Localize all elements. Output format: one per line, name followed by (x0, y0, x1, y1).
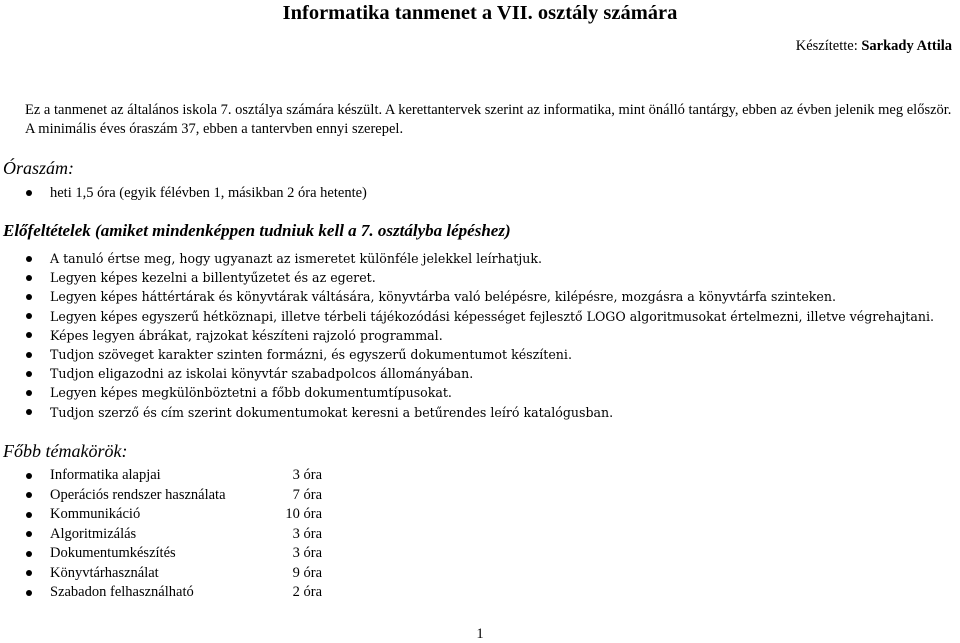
bullet-icon (26, 256, 32, 262)
list-item (25, 287, 934, 306)
bullet-icon (26, 390, 32, 396)
bullet-icon (26, 275, 32, 281)
bullet-icon (26, 473, 32, 479)
topic-hours: 3 óra (292, 525, 322, 542)
topic-hours: 3 óra (292, 545, 322, 561)
author-label: Készítette: (795, 38, 858, 54)
oraszam-list (25, 184, 367, 202)
bullet-icon (26, 512, 32, 518)
topic-item (25, 583, 322, 603)
topic-item (25, 466, 322, 486)
topic-item (25, 544, 322, 564)
list-item-text: Tudjon szöveget karakter szinten formázni, és egyszerű dokumentumot készíteni. (50, 347, 572, 363)
topic-name: Informatika alapjai (50, 467, 161, 483)
list-item (25, 326, 934, 345)
list-item-text: Legyen képes megkülönböztetni a főbb dokumentumtípusokat. (50, 385, 452, 401)
bullet-icon (26, 551, 32, 557)
topic-hours: 10 óra (285, 506, 322, 522)
topic-hours: 7 óra (292, 486, 322, 503)
list-item-text: Tudjon eligazodni az iskolai könyvtár szabadpolcos állományában. (50, 366, 474, 382)
prerequisites-heading: Előfeltételek (amiket mindenképpen tudniuk kell a 7. osztályba lépéshez) (3, 221, 511, 240)
list-item-text: Legyen képes kezelni a billentyűzetet és az egeret. (50, 270, 376, 286)
list-item (25, 249, 934, 268)
topic-name: Szabadon felhasználható (50, 584, 194, 600)
topic-item (25, 505, 322, 525)
bullet-icon (26, 313, 32, 319)
bullet-icon (26, 570, 32, 576)
topic-name: Kommunikáció (50, 506, 141, 522)
topics-list (25, 466, 322, 603)
oraszam-heading: Óraszám: (3, 158, 75, 178)
list-item (25, 268, 934, 287)
topic-hours: 3 óra (292, 467, 322, 483)
bullet-icon (26, 371, 32, 377)
page-number: 1 (476, 626, 484, 642)
list-item (25, 383, 934, 402)
intro-paragraph: Ez a tanmenet az általános iskola 7. osztálya számára készült. A kerettantervek szerint az informatika, mint önálló tantárgy, ebben az évben jelenik meg először. A minimális éves óraszám 37, ebben a tantervben ennyi szerepel. (25, 102, 952, 137)
list-item-text: heti 1,5 óra (egyik félévben 1, másikban 2 óra hetente) (50, 185, 367, 201)
list-item (25, 403, 934, 422)
bullet-icon (26, 294, 32, 300)
topic-name: Dokumentumkészítés (50, 545, 176, 561)
topic-hours: 9 óra (292, 564, 322, 581)
topic-hours: 2 óra (292, 584, 322, 600)
topic-name: Operációs rendszer használata (50, 486, 226, 503)
topic-name: Könyvtárhasználat (50, 564, 159, 581)
prerequisites-list (25, 249, 934, 422)
list-item-text: A tanuló értse meg, hogy ugyanazt az ismeretet különféle jelekkel leírhatjuk. (50, 251, 542, 266)
document-title: Informatika tanmenet a VII. osztály számára (282, 2, 678, 24)
topic-item (25, 486, 322, 506)
topic-item (25, 564, 322, 584)
bullet-icon (26, 409, 32, 415)
list-item-text: Képes legyen ábrákat, rajzokat készíteni rajzoló programmal. (50, 327, 443, 343)
author-name: Sarkady Attila (861, 38, 952, 54)
topic-name: Algoritmizálás (50, 525, 137, 542)
bullet-icon (26, 531, 32, 537)
bullet-icon (26, 352, 32, 358)
author-line (796, 37, 952, 55)
list-item-text: Tudjon szerző és cím szerint dokumentumokat keresni a betűrendes leíró katalógusban. (50, 404, 614, 420)
list-item-text: Legyen képes háttértárak és könyvtárak váltására, könyvtárba való belépésre, kilépésre, mozgásra a könyvtárfa szinteken. (50, 289, 837, 305)
list-item (25, 307, 934, 326)
list-item (25, 345, 934, 364)
bullet-icon (26, 590, 32, 596)
list-item (25, 364, 934, 383)
topic-item (25, 525, 322, 545)
bullet-icon (26, 492, 32, 498)
bullet-icon (26, 332, 32, 338)
list-item-text: Legyen képes egyszerű hétköznapi, illetve térbeli tájékozódási képességet fejlesztő LOGO algoritmusokat értelmezni, illetve végrehajtani. (50, 308, 934, 324)
list-item (25, 184, 367, 202)
topics-heading: Főbb témakörök: (3, 441, 128, 461)
bullet-icon (26, 190, 32, 196)
